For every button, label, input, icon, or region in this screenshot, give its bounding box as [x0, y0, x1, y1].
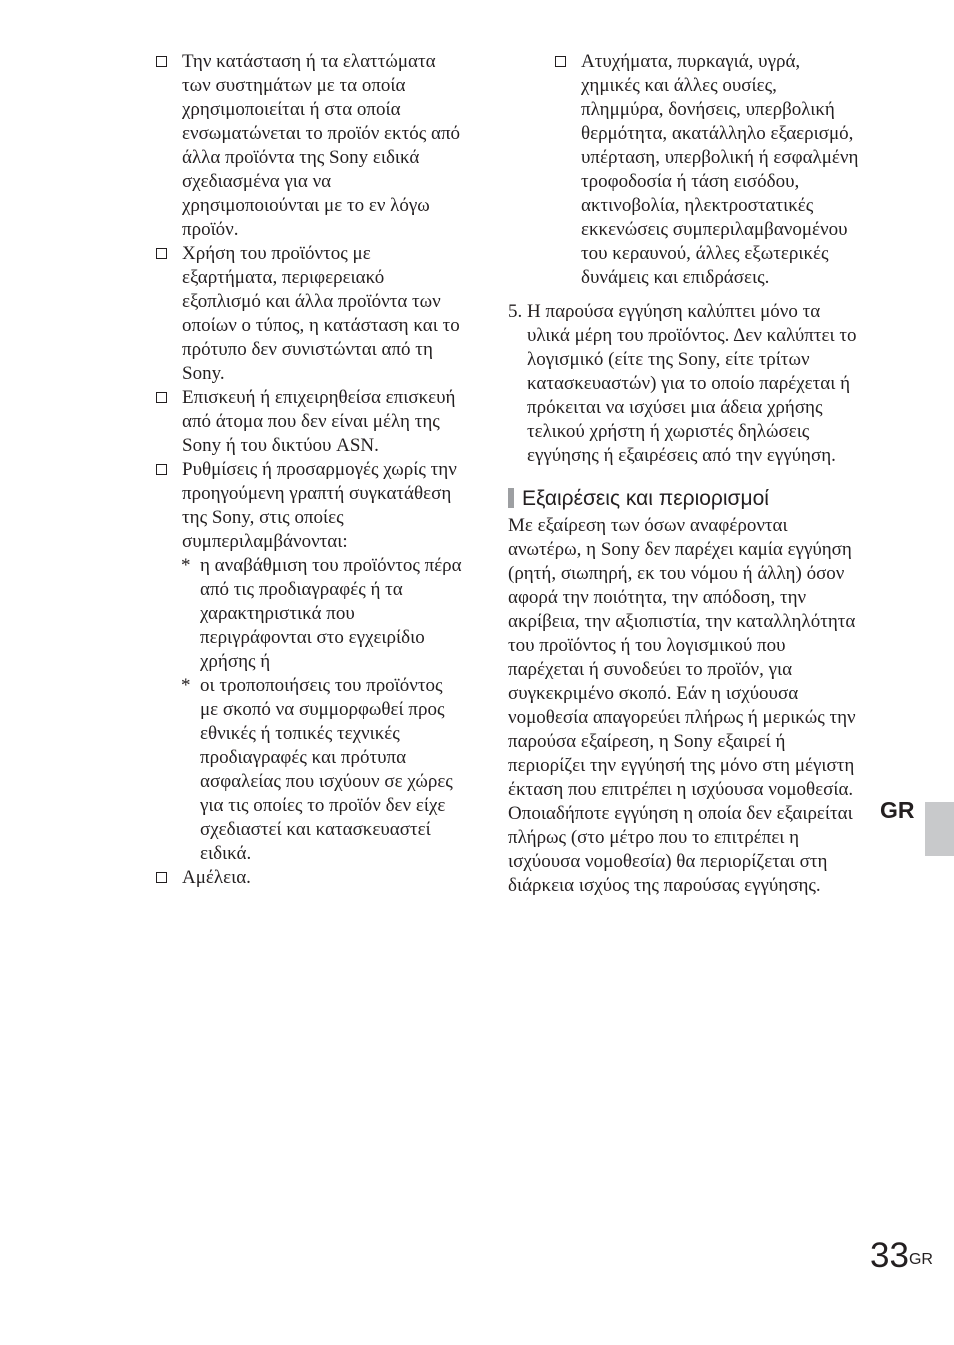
right-column [508, 50, 860, 898]
list-item [155, 50, 465, 242]
left-column [155, 50, 465, 890]
heading-bar-icon [508, 488, 514, 508]
page-number-suffix: GR [908, 1251, 933, 1268]
checkbox-bullet-icon [156, 392, 167, 403]
asterisk-bullet: * [181, 675, 191, 696]
checkbox-bullet-icon [156, 464, 167, 475]
checkbox-bullet-icon [555, 56, 566, 67]
numbered-item-text: Η παρούσα εγγύηση καλύπτει μόνο τα υλικά μέρη του προϊόντος. Δεν καλύπτει το λογισμικό (είτε της Sony, είτε τρίτων κατασκευαστών) για το οποίο παρέχεται ή πρόκειται να ισχύσει μια άδεια χρήσης τελικού χρήστη ή χωριστές δηλώσεις εγγύησης ή εξαιρέσεις από την εγγύηση. [527, 301, 857, 466]
list-item [155, 242, 465, 386]
list-item-text: Την κατάσταση ή τα ελαττώματα των συστημάτων με τα οποία χρησιμοποιείται ή στα οποία ενσωματώνεται το προϊόν εκτός από άλλα προϊόντα της Sony ειδικά σχεδιασμένα για να χρησιμοποιούνται με το εν λόγω προϊόν. [182, 51, 461, 240]
language-tab-label: GR [880, 797, 915, 823]
page-number-value: 33 [870, 1236, 909, 1275]
asterisk-bullet: * [181, 555, 191, 576]
list-item-text: Ρυθμίσεις ή προσαρμογές χωρίς την προηγούμενη γραπτή συγκατάθεση της Sony, στις οποίες συμπεριλαμβάνονται: [182, 459, 457, 552]
list-item-text: Αμέλεια. [182, 867, 251, 888]
list-item [155, 866, 465, 890]
sub-list-item-text: η αναβάθμιση του προϊόντος πέρα από τις προδιαγραφές ή τα χαρακτηριστικά που περιγράφονται στο εγχειρίδιο χρήσης ή [200, 555, 462, 672]
list-item [155, 386, 465, 458]
numbered-item [508, 300, 860, 468]
sub-list-item-text: οι τροποποιήσεις του προϊόντος με σκοπό να συμμορφωθεί προς εθνικές ή τοπικές τεχνικές προδιαγραφές και πρότυπα ασφαλείας που ισχύουν σε χώρες για τις οποίες το προϊόν δεν είχε σχεδιαστεί και κατασκευαστεί ειδικά. [200, 675, 453, 864]
item-number: 5. [508, 301, 523, 322]
checkbox-bullet-icon [156, 872, 167, 883]
checkbox-bullet-icon [156, 248, 167, 259]
section-heading-text: Εξαιρέσεις και περιορισμοί [522, 487, 769, 510]
list-item [155, 458, 465, 554]
sub-list-item [155, 674, 465, 866]
page-number [870, 1236, 933, 1276]
sub-list-item [155, 554, 465, 674]
section-heading [508, 486, 860, 512]
list-item-text: Επισκευή ή επιχειρηθείσα επισκευή από άτομα που δεν είναι μέλη της Sony ή του δικτύου ASN. [182, 387, 456, 456]
list-item-text: Ατυχήματα, πυρκαγιά, υγρά, χημικές και άλλες ουσίες, πλημμύρα, δονήσεις, υπερβολική θερμότητα, ακατάλληλο εξαερισμό, υπέρταση, υπερβολική ή εσφαλμένη τροφοδοσία ή τάση εισόδου, ακτινοβολία, ηλεκτροστατικές εκκενώσεις συμπεριλαμβανομένου του κεραυνού, άλλες εξωτερικές δυνάμεις και επιδράσεις. [581, 51, 859, 288]
checkbox-bullet-icon [156, 56, 167, 67]
section-body: Με εξαίρεση των όσων αναφέρονται ανωτέρω, η Sony δεν παρέχει καμία εγγύηση (ρητή, σιωπηρή, εκ του νόμου ή άλλη) όσον αφορά την ποιότητα, την απόδοση, την ακρίβεια, την αξιοπιστία, την καταλληλότητα του προϊόντος ή του λογισμικού που παρέχεται ή συνοδεύει το προϊόν, για συγκεκριμένο σκοπό. Εάν η ισχύουσα νομοθεσία απαγορεύει πλήρως ή μερικώς την παρούσα εξαίρεση, η Sony εξαιρεί ή περιορίζει την εγγύησή της μόνο στη μέγιστη έκταση που επιτρέπει η ισχύουσα νομοθεσία. Οποιαδήποτε εγγύηση η οποία δεν εξαιρείται πλήρως (στο μέτρο που το επιτρέπει η ισχύουσα νομοθεσία) θα περιορίζεται στη διάρκεια ισχύος της παρούσας εγγύησης. [508, 515, 856, 896]
list-item-text: Χρήση του προϊόντος με εξαρτήματα, περιφερειακό εξοπλισμό και άλλα προϊόντα των οποίων ο τύπος, η κατάσταση και το πρότυπο δεν συνιστώνται από τη Sony. [182, 243, 460, 384]
list-item [554, 50, 860, 290]
language-tab [925, 802, 954, 856]
